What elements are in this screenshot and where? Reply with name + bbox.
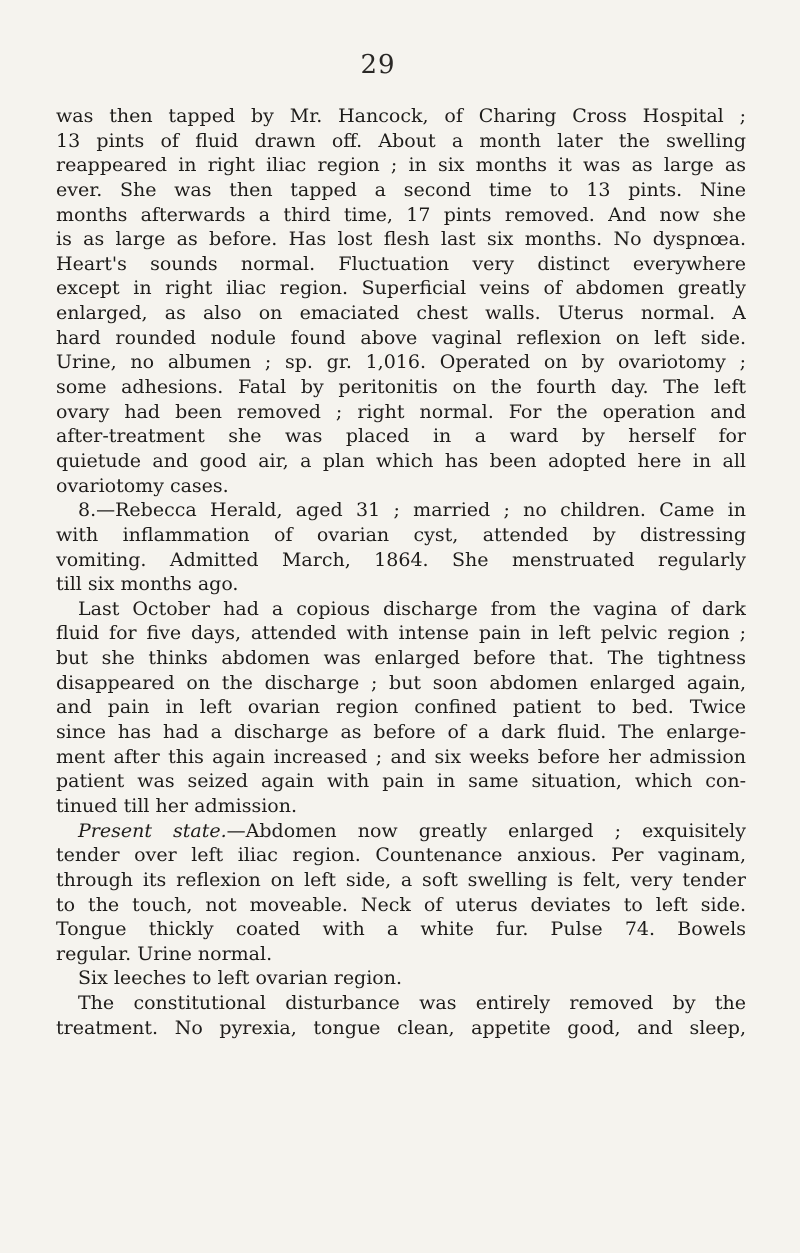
line-text: regular. Urine normal. (56, 942, 273, 965)
text-line (56, 375, 746, 400)
line-text: is as large as before. Has lost flesh last six months. No dyspnœa. (56, 228, 746, 251)
text-line (56, 917, 746, 942)
case-notes-text (56, 104, 746, 1040)
line-text: —Abdomen now greatly enlarged ; exquisitely (226, 819, 746, 842)
line-text: tinued till her admission. (56, 794, 298, 817)
line-text: Tongue thickly coated with a white fur. Pulse 74. Bowels (56, 918, 746, 941)
text-line (56, 227, 746, 252)
text-line (56, 400, 746, 425)
line-text: fluid for five days, attended with intense pain in left pelvic region ; (56, 622, 746, 645)
line-text: The constitutional disturbance was entirely removed by the (78, 992, 746, 1015)
line-text: 8.—Rebecca Herald, aged 31 ; married ; no children. Came in (78, 499, 746, 522)
text-line (56, 942, 746, 967)
text-line (56, 695, 746, 720)
line-text: ment after this again increased ; and six weeks before her admission (56, 745, 746, 768)
line-text: disappeared on the discharge ; but soon abdomen enlarged again, (56, 671, 746, 694)
text-line (56, 276, 746, 301)
text-line (56, 523, 746, 548)
text-line (56, 449, 746, 474)
line-text: tender over left iliac region. Countenance anxious. Per vaginam, (56, 844, 746, 867)
text-line (56, 326, 746, 351)
italic-heading: Present state. (78, 819, 227, 842)
text-line (56, 350, 746, 375)
line-text: Urine, no albumen ; sp. gr. 1,016. Operated on by ovariotomy ; (56, 351, 746, 374)
text-line (56, 203, 746, 228)
text-line (56, 868, 746, 893)
text-line (56, 745, 746, 770)
text-line (56, 769, 746, 794)
line-text: except in right iliac region. Superficial veins of abdomen greatly (56, 277, 746, 300)
line-text: ever. She was then tapped a second time to 13 pints. Nine (56, 178, 746, 201)
line-text: Last October had a copious discharge from the vagina of dark (78, 597, 746, 620)
line-text: till six months ago. (56, 573, 239, 596)
line-text: and pain in left ovarian region confined patient to bed. Twice (56, 696, 746, 719)
line-text: some adhesions. Fatal by peritonitis on the fourth day. The left (56, 376, 746, 399)
text-line (56, 301, 746, 326)
text-line (56, 572, 746, 597)
text-line (56, 1016, 746, 1041)
line-text: through its reflexion on left side, a soft swelling is felt, very tender (56, 868, 746, 891)
line-text: ovary had been removed ; right normal. For the operation and (56, 400, 746, 423)
line-text: after-treatment she was placed in a ward by herself for (56, 425, 746, 448)
text-line (56, 843, 746, 868)
line-text: with inflammation of ovarian cyst, attended by distressing (56, 523, 746, 546)
line-text: ovariotomy cases. (56, 474, 229, 497)
line-text: but she thinks abdomen was enlarged before that. The tightness (56, 647, 746, 670)
text-line (56, 548, 746, 573)
text-line (56, 893, 746, 918)
text-line (56, 646, 746, 671)
text-line (56, 794, 746, 819)
line-text: months afterwards a third time, 17 pints removed. And now she (56, 203, 746, 226)
line-text: was then tapped by Mr. Hancock, of Charing Cross Hospital ; (56, 105, 746, 127)
line-text: since has had a discharge as before of a dark fluid. The enlarge- (56, 721, 746, 744)
text-line (56, 991, 746, 1016)
text-line (56, 178, 746, 203)
text-line (56, 424, 746, 449)
line-text: 13 pints of fluid drawn off. About a month later the swelling (56, 129, 746, 152)
line-text: Six leeches to left ovarian region. (78, 967, 403, 990)
text-line (56, 129, 746, 154)
line-text: hard rounded nodule found above vaginal reflexion on left side. (56, 326, 746, 349)
line-text: enlarged, as also on emaciated chest walls. Uterus normal. A (56, 302, 746, 325)
text-line (56, 720, 746, 745)
text-line (56, 498, 746, 523)
text-line (56, 153, 746, 178)
line-text: vomiting. Admitted March, 1864. She menstruated regularly (56, 548, 746, 571)
text-line (56, 819, 746, 844)
text-line (56, 597, 746, 622)
text-line (56, 252, 746, 277)
line-text: Heart's sounds normal. Fluctuation very distinct everywhere (56, 252, 746, 275)
page-number: 29 (360, 50, 396, 80)
line-text: to the touch, not moveable. Neck of uterus deviates to left side. (56, 893, 746, 916)
text-line (56, 966, 746, 991)
text-line (56, 104, 746, 129)
line-text: quietude and good air, a plan which has been adopted here in all (56, 449, 746, 472)
line-text: treatment. No pyrexia, tongue clean, appetite good, and sleep, (56, 1016, 746, 1039)
line-text: patient was seized again with pain in same situation, which con- (56, 770, 746, 793)
text-line (56, 621, 746, 646)
text-line (56, 474, 746, 499)
line-text: reappeared in right iliac region ; in six months it was as large as (56, 154, 746, 177)
text-line (56, 671, 746, 696)
